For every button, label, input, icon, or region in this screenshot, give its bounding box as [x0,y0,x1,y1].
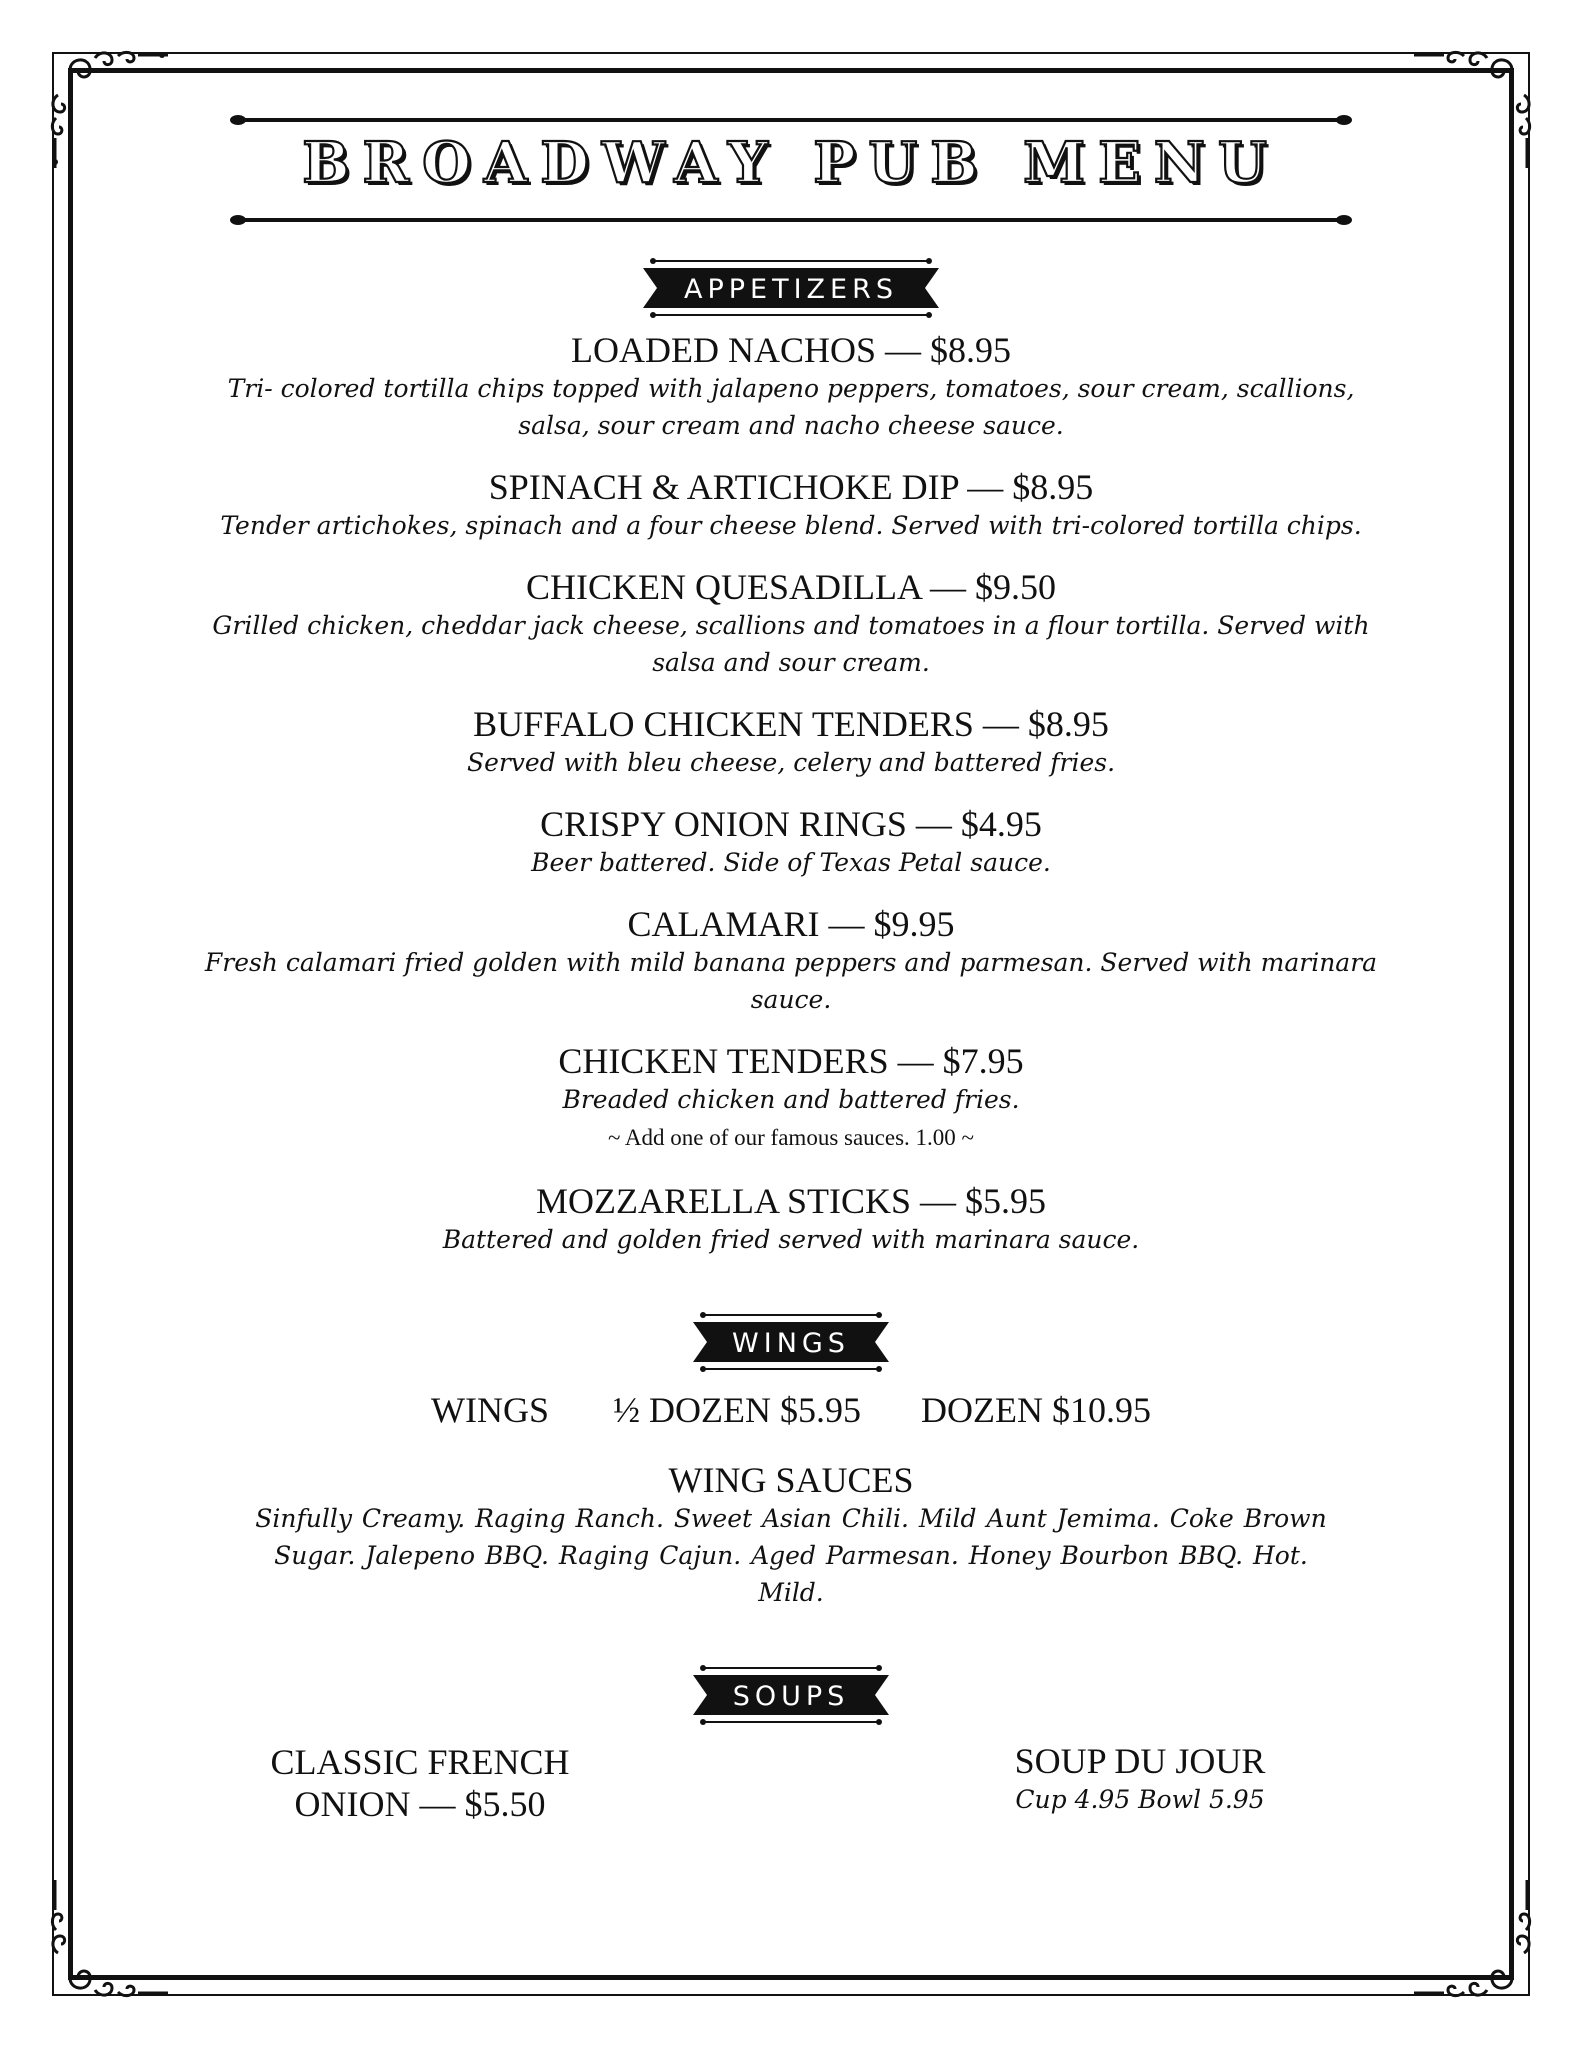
section-title: WINGS [732,1328,850,1359]
item-name: CRISPY ONION RINGS — $4.95 [540,804,1042,844]
list-item [110,1041,1472,1158]
title-rule-icon [230,212,1352,228]
section-title: SOUPS [732,1681,850,1712]
item-name: CHICKEN TENDERS — $7.95 [558,1041,1024,1081]
item-description: Fresh calamari fried golden with mild banana peppers and parmesan. Served with marinara sauce. [204,948,1378,1014]
corner-ornament-icon [40,1878,170,2008]
corner-ornament-icon [1412,1878,1542,2008]
list-item [110,330,1472,444]
menu-content [110,100,1472,1861]
item-description: Beer battered. Side of Texas Petal sauce. [531,848,1051,877]
soups-list [110,1741,1472,1861]
item-name: CHICKEN QUESADILLA — $9.50 [526,567,1056,607]
list-item [110,704,1472,781]
title-rule-icon [230,112,1352,128]
wings-half-dozen-price: ½ DOZEN $5.95 [613,1390,861,1430]
page-title: BROADWAY PUB MENU [302,130,1280,196]
item-description: Breaded chicken and battered fries. [562,1085,1020,1114]
item-name: SOUP DU JOUR [1014,1741,1266,1781]
wing-sauces-list: Sinfully Creamy. Raging Ranch. Sweet Asian Chili. Mild Aunt Jemima. Coke Brown Sugar. Jalepeno BBQ. Raging Cajun. Aged Parmesan. Honey Bourbon BBQ. Hot. Mild. [255,1504,1327,1607]
item-description: Cup 4.95 Bowl 5.95 [1015,1785,1265,1814]
list-item [110,804,1472,881]
wings-pricing [110,1388,1472,1432]
menu-header [110,112,1472,242]
list-item [110,567,1472,681]
item-description: Battered and golden fried served with marinara sauce. [442,1225,1140,1254]
wings-label: WINGS [431,1390,549,1430]
item-name: CALAMARI — $9.95 [627,904,955,944]
list-item [110,904,1472,1018]
section-title: APPETIZERS [683,274,898,305]
item-name: LOADED NACHOS — $8.95 [571,330,1011,370]
item-name: SPINACH & ARTICHOKE DIP — $8.95 [488,467,1094,507]
wings-dozen-price: DOZEN $10.95 [920,1390,1151,1430]
item-description: Served with bleu cheese, celery and battered fries. [466,748,1116,777]
section-banner-soups [691,1663,891,1727]
item-description: Tender artichokes, spinach and a four cheese blend. Served with tri-colored tortilla chips. [220,511,1362,540]
soup-du-jour [990,1741,1290,1818]
item-description: Tri- colored tortilla chips topped with jalapeno peppers, tomatoes, sour cream, scallions, salsa, sour cream and nacho cheese sauce. [227,374,1355,440]
section-banner-appetizers [641,256,941,320]
item-name: MOZZARELLA STICKS — $5.95 [535,1181,1046,1221]
item-note: ~ Add one of our famous sauces. 1.00 ~ [608,1125,974,1150]
soup-french-onion: CLASSIC FRENCH ONION — $5.50 [270,1742,570,1824]
section-banner-wings [691,1310,891,1374]
list-item [110,1181,1472,1258]
list-item [110,467,1472,544]
appetizer-list [110,330,1472,1258]
item-description: Grilled chicken, cheddar jack cheese, scallions and tomatoes in a flour tortilla. Served with salsa and sour cream. [212,611,1370,677]
wing-sauces-title: WING SAUCES [668,1460,914,1500]
item-name: BUFFALO CHICKEN TENDERS — $8.95 [473,704,1109,744]
